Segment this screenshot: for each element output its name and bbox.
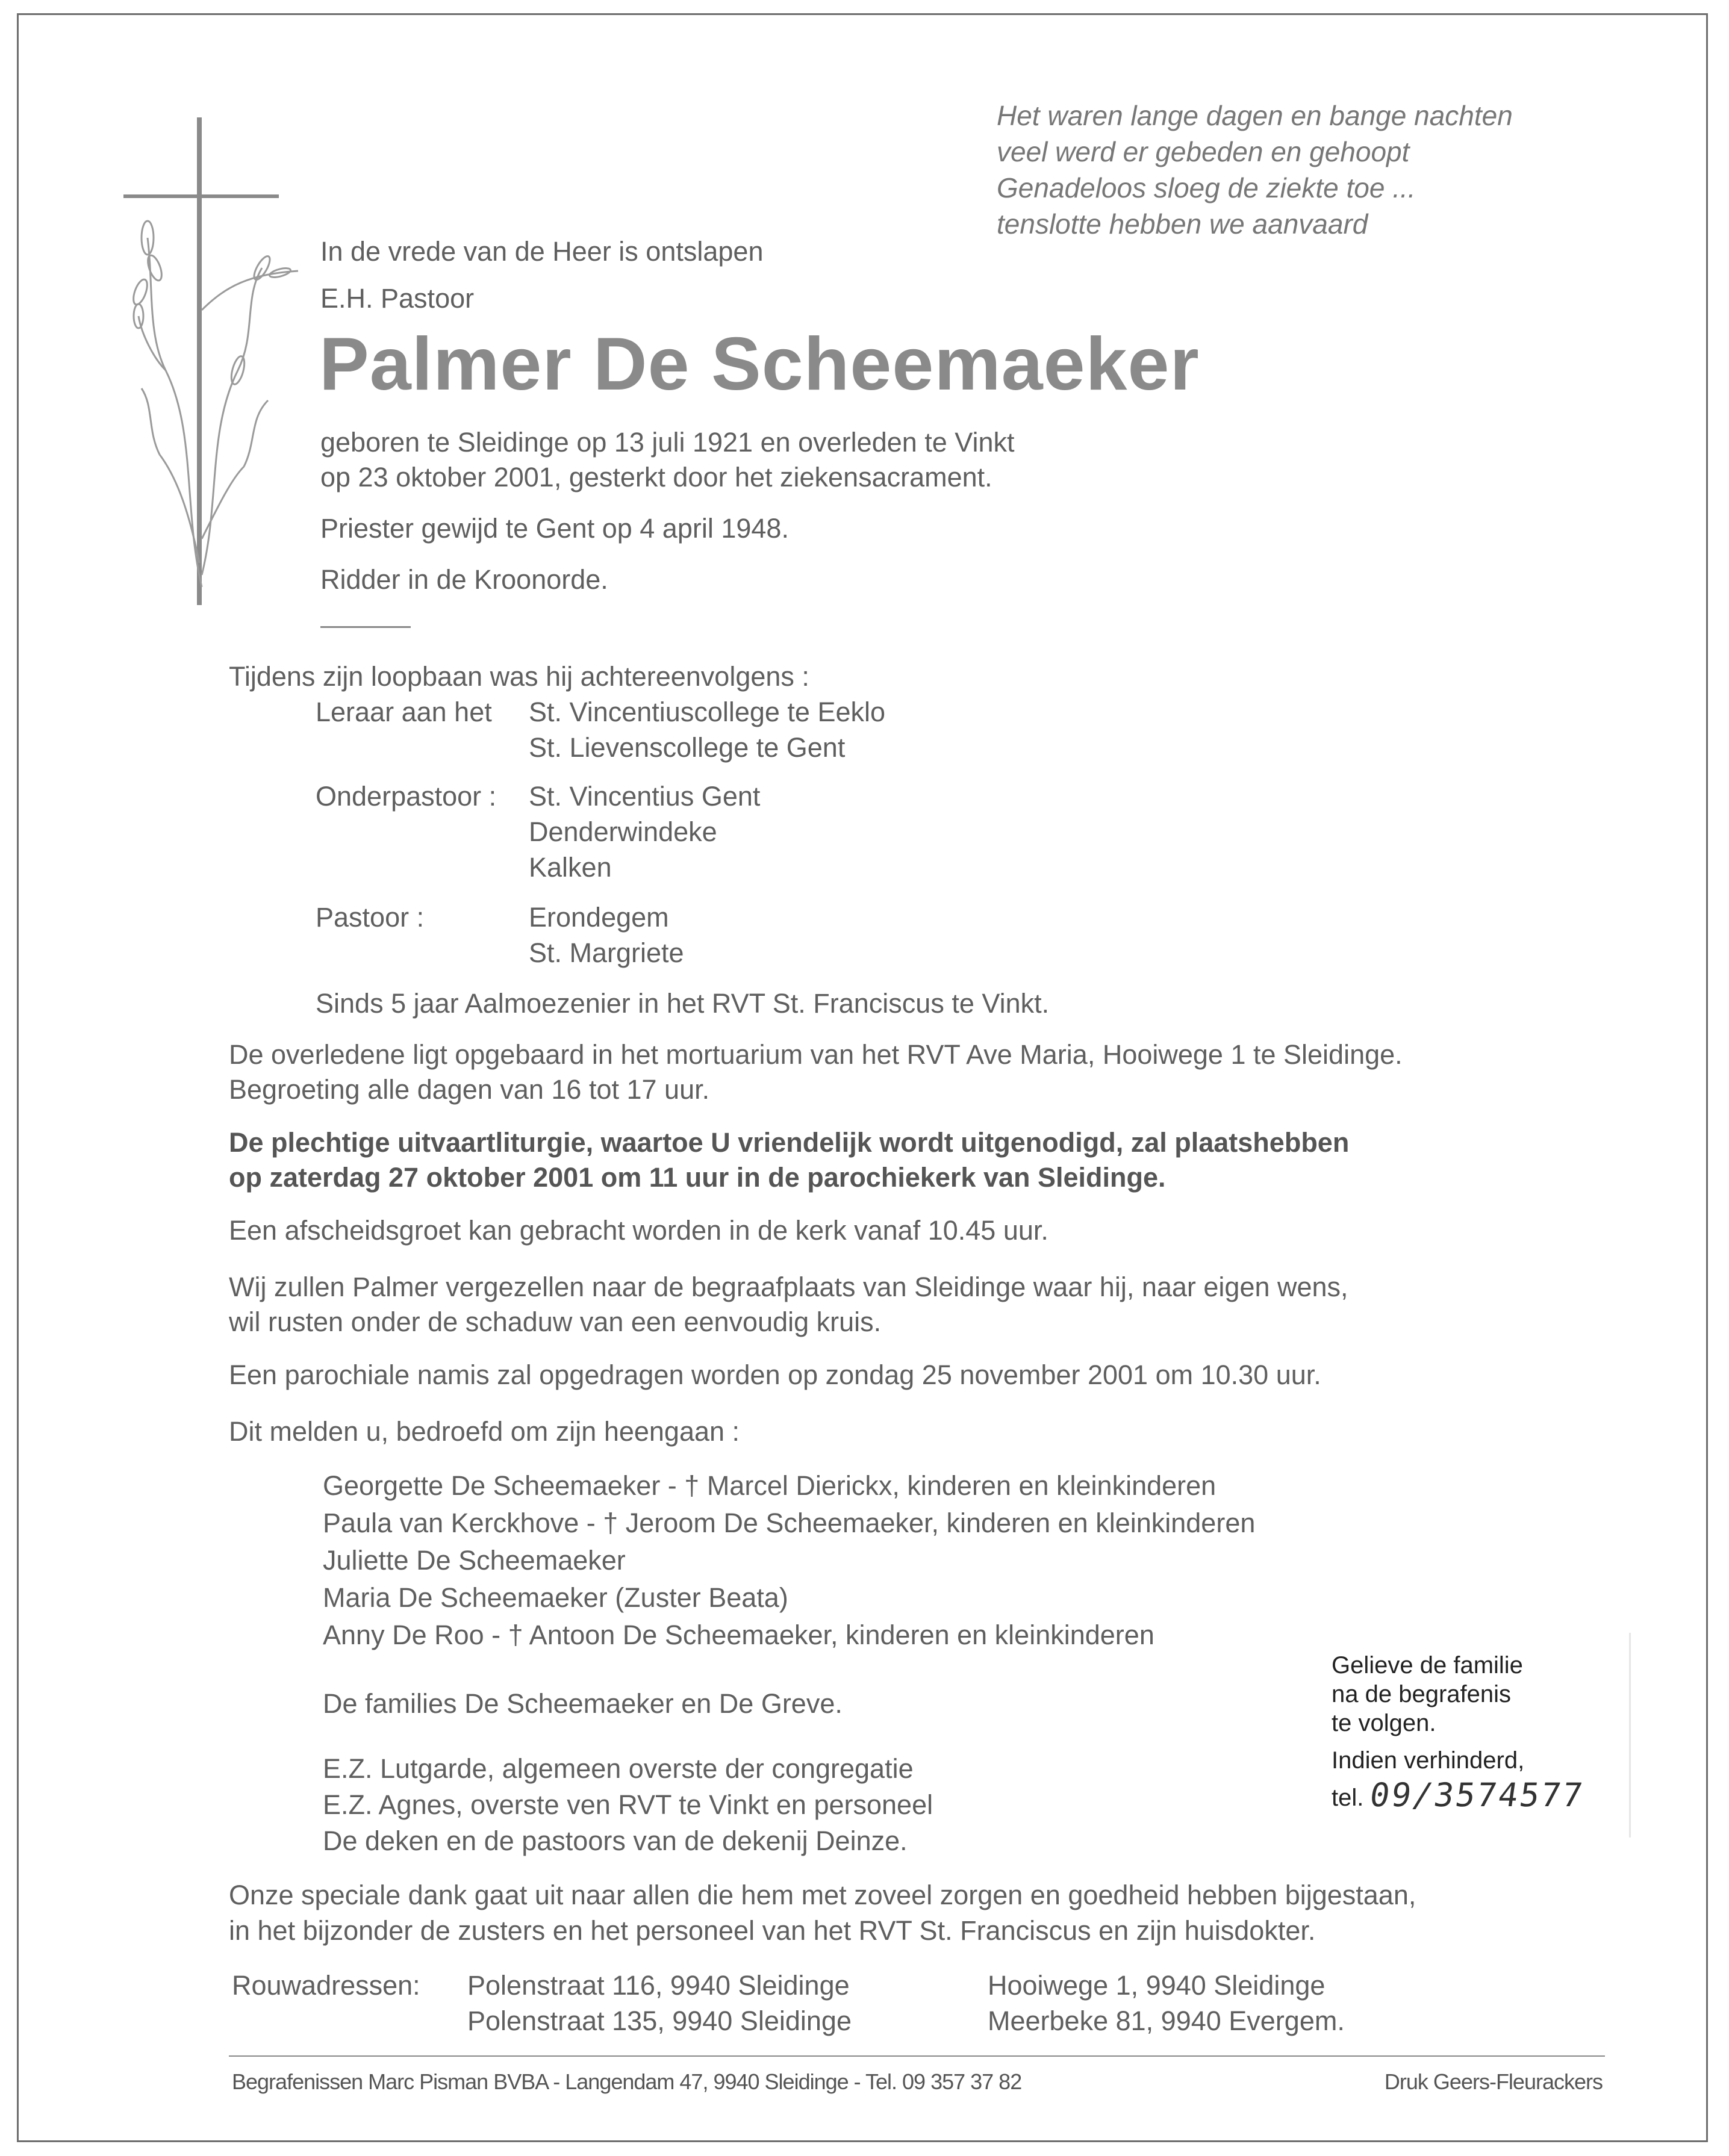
family-line: Juliette De Scheemaeker	[323, 1545, 626, 1576]
curate-place: St. Vincentius Gent	[529, 781, 761, 812]
wheat-ornament	[131, 221, 298, 587]
poem	[997, 98, 1513, 242]
announce: Dit melden u, bedroefd om zijn heengaan :	[229, 1416, 740, 1447]
cross-icon	[117, 117, 310, 611]
note-line: te volgen.	[1332, 1710, 1436, 1736]
others-line: E.Z. Lutgarde, algemeen overste der congregatie	[323, 1753, 914, 1784]
families: De families De Scheemaeker en De Greve.	[323, 1688, 843, 1719]
curate-place: Denderwindeke	[529, 816, 717, 847]
birth-line-2: op 23 oktober 2001, gesterkt door het ziekensacrament.	[320, 462, 992, 492]
title-prefix: E.H. Pastoor	[320, 283, 475, 314]
pastor-place: Erondegem	[529, 902, 669, 933]
burial-1: Wij zullen Palmer vergezellen naar de begraafplaats van Sleidinge waar hij, naar eigen wens,	[229, 1272, 1348, 1302]
pastor-place: St. Margriete	[529, 937, 684, 968]
teacher-label: Leraar aan het	[316, 697, 492, 727]
curate-place: Kalken	[529, 852, 612, 883]
handwritten-phone-number: 09/3574577	[1367, 1776, 1587, 1814]
funeral-2: op zaterdag 27 oktober 2001 om 11 uur in de parochiekerk van Sleidinge.	[229, 1162, 1166, 1193]
poem-line: veel werd er gebeden en gehoopt	[997, 136, 1410, 167]
deceased-name: Palmer De Scheemaeker	[319, 323, 1200, 406]
footer-funeral-home: Begrafenissen Marc Pisman BVBA - Langendam 47, 9940 Sleidinge - Tel. 09 357 37 82	[232, 2069, 1022, 2094]
address: Hooiwege 1, 9940 Sleidinge	[988, 1970, 1326, 2001]
burial-2: wil rusten onder de schaduw van een eenvoudig kruis.	[229, 1306, 882, 1337]
teacher-place: St. Lievenscollege te Gent	[529, 732, 846, 763]
laid-out-2: Begroeting alle dagen van 16 tot 17 uur.	[229, 1074, 710, 1105]
family-line: Paula van Kerckhove - † Jeroom De Scheemaeker, kinderen en kleinkinderen	[323, 1508, 1256, 1538]
others-line: De deken en de pastoors van de dekenij Deinze.	[323, 1825, 908, 1856]
address: Polenstraat 135, 9940 Sleidinge	[467, 2005, 852, 2036]
addresses-label: Rouwadressen:	[232, 1970, 420, 2001]
curate-label: Onderpastoor :	[316, 781, 497, 812]
attendance-note	[1322, 1633, 1631, 1838]
note-tel-label: tel.	[1332, 1785, 1364, 1811]
farewell: Een afscheidsgroet kan gebracht worden in de kerk vanaf 10.45 uur.	[229, 1215, 1048, 1246]
pastor-label: Pastoor :	[316, 902, 425, 933]
others-line: E.Z. Agnes, overste ven RVT te Vinkt en personeel	[323, 1789, 933, 1820]
thanks-1: Onze speciale dank gaat uit naar allen die hem met zoveel zorgen en goedheid hebben bijgestaan,	[229, 1880, 1416, 1910]
note-line: na de begrafenis	[1332, 1681, 1512, 1707]
poem-line: Genadeloos sloeg de ziekte toe ...	[997, 172, 1416, 203]
note-absent: Indien verhinderd,	[1332, 1747, 1525, 1774]
footer-rule	[229, 2055, 1605, 2057]
footer-printer: Druk Geers-Fleurackers	[1384, 2069, 1603, 2094]
note-line: Gelieve de familie	[1332, 1652, 1523, 1679]
address: Meerbeke 81, 9940 Evergem.	[988, 2005, 1345, 2036]
family-line: Maria De Scheemaeker (Zuster Beata)	[323, 1582, 788, 1613]
laid-out-1: De overledene ligt opgebaard in het mortuarium van het RVT Ave Maria, Hooiwege 1 te Sleidinge.	[229, 1039, 1403, 1070]
divider	[320, 626, 411, 628]
mass: Een parochiale namis zal opgedragen worden op zondag 25 november 2001 om 10.30 uur.	[229, 1359, 1321, 1390]
poem-line: Het waren lange dagen en bange nachten	[997, 100, 1513, 131]
handwritten-phone	[1367, 1776, 1587, 1814]
intro: In de vrede van de Heer is ontslapen	[320, 236, 764, 267]
teacher-place: St. Vincentiuscollege te Eeklo	[529, 697, 886, 727]
honor: Ridder in de Kroonorde.	[320, 564, 608, 595]
family-line: Anny De Roo - † Antoon De Scheemaeker, kinderen en kleinkinderen	[323, 1620, 1154, 1650]
career-intro: Tijdens zijn loopbaan was hij achtereenvolgens :	[229, 661, 809, 692]
chaplain: Sinds 5 jaar Aalmoezenier in het RVT St. Franciscus te Vinkt.	[316, 988, 1050, 1019]
birth-line-1: geboren te Sleidinge op 13 juli 1921 en overleden te Vinkt	[320, 427, 1015, 458]
poem-line: tenslotte hebben we aanvaard	[997, 208, 1368, 240]
address: Polenstraat 116, 9940 Sleidinge	[467, 1970, 850, 2001]
funeral-1: De plechtige uitvaartliturgie, waartoe U vriendelijk wordt uitgenodigd, zal plaatshebben	[229, 1127, 1350, 1158]
ordination: Priester gewijd te Gent op 4 april 1948.	[320, 513, 789, 544]
family-line: Georgette De Scheemaeker - † Marcel Dierickx, kinderen en kleinkinderen	[323, 1470, 1217, 1501]
thanks-2: in het bijzonder de zusters en het personeel van het RVT St. Franciscus en zijn huisdokter.	[229, 1915, 1316, 1946]
